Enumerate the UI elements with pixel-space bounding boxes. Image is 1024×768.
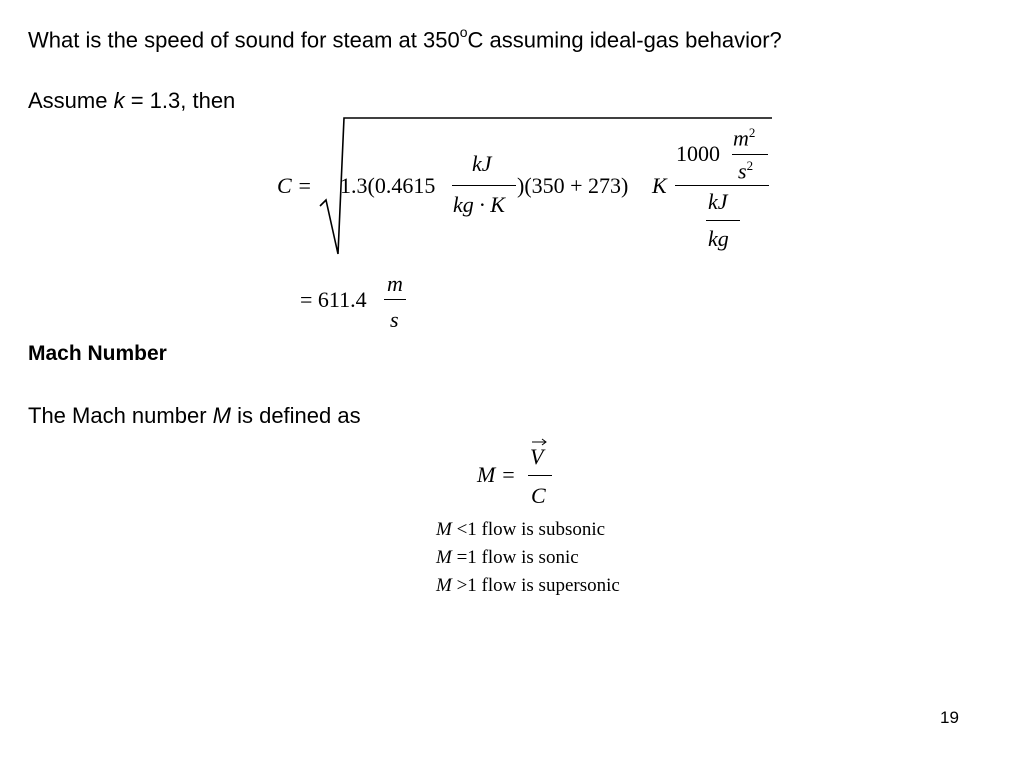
eq-kgk: kg · K <box>453 192 505 217</box>
degree-symbol: o <box>459 24 468 40</box>
mach-def-suffix: is defined as <box>230 403 361 428</box>
page-number: 19 <box>940 708 959 727</box>
result-unit-den: s <box>390 307 399 332</box>
eq-lhs: C = <box>277 173 313 198</box>
assumption-prefix: Assume <box>28 88 114 113</box>
eq-coef: 1.3(0.4615 <box>340 173 436 198</box>
eq-temp: )(350 + 273) <box>517 173 629 198</box>
result-unit-num: m <box>387 271 403 296</box>
eq-1000: 1000 <box>676 141 720 166</box>
mach-heading: Mach Number <box>28 342 167 365</box>
assumption-var: k <box>113 88 125 113</box>
question-part1: What is the speed of sound for steam at 350 <box>28 27 460 53</box>
frac-line-kjkg <box>706 220 740 221</box>
frac-line-result <box>384 299 406 300</box>
eq-kj: kJ <box>472 151 492 176</box>
mach-den: C <box>531 483 546 508</box>
mach-def-var: M <box>212 403 231 428</box>
condition-subsonic: M <1 flow is subsonic <box>436 519 606 540</box>
assumption-suffix: = 1.3, then <box>124 88 236 113</box>
mach-def-prefix: The Mach number <box>28 403 213 428</box>
frac-line-kjkgk <box>452 185 516 186</box>
frac-line-m2s2 <box>732 154 768 155</box>
eq-kg2: kg <box>708 226 729 251</box>
mach-num: V <box>530 444 544 469</box>
eq-m2: $m^2$ <box>733 125 756 151</box>
question-part2: C assuming ideal-gas behavior? <box>467 27 782 53</box>
condition-sonic: M =1 flow is sonic <box>436 547 579 568</box>
result-value: = 611.4 <box>300 287 367 312</box>
eq-kj2: kJ <box>708 189 728 214</box>
condition-supersonic: M >1 flow is supersonic <box>436 575 620 596</box>
eq-K: K <box>652 173 667 198</box>
mach-lhs: M = <box>477 462 516 487</box>
frac-line-main <box>675 185 769 186</box>
assumption-text <box>28 88 235 114</box>
frac-line-mach <box>528 475 552 476</box>
eq-s2: $s^2$ <box>738 158 754 184</box>
mach-definition <box>28 403 361 429</box>
question-text <box>28 26 782 53</box>
